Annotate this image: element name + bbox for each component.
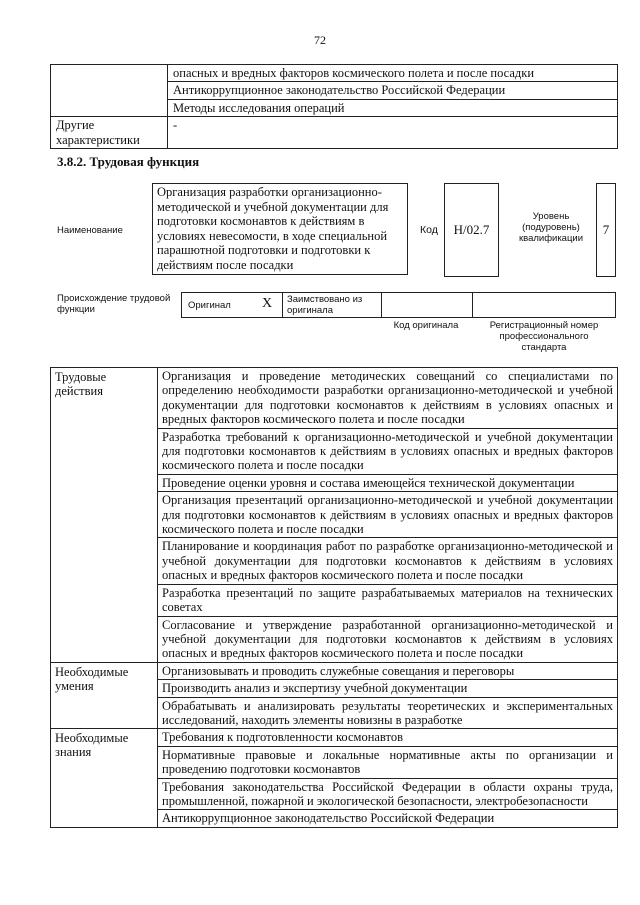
level-value: 7	[602, 222, 610, 237]
function-name: Организация разработки организационно-методической и учебной документации для подготовки космонавтов к действиям в условиях невесомости, в ходе специальной парашютной подготовки и подготовки к действиям после посадки	[157, 185, 389, 272]
continuation-table	[50, 64, 618, 149]
table-cell: Методы исследования операций	[168, 99, 618, 116]
original-box	[181, 292, 283, 318]
list-item: Согласование и утверждение разработанной организационно-методической и учебной документации для подготовки космонавтов к действиям в условиях опасных и вредных факторов космического полета и после посадки	[158, 616, 618, 662]
borrowed-label: Заимствовано из оригинала	[287, 294, 363, 316]
table-row	[51, 117, 618, 149]
list-item: Организовывать и проводить служебные совещания и переговоры	[158, 662, 618, 679]
table-row	[51, 368, 618, 429]
group-label-knowledge: Необходимые знания	[51, 729, 158, 827]
table-cell-left	[51, 65, 168, 117]
code-label: Код	[420, 224, 438, 236]
section-heading: 3.8.2. Трудовая функция	[57, 154, 200, 169]
list-item: Проведение оценки уровня и состава имеющейся технической документации	[158, 474, 618, 491]
list-item: Нормативные правовые и локальные нормативные акты по организации и проведению подготовки космонавтов	[158, 746, 618, 778]
table-cell: опасных и вредных факторов космического полета и после посадки	[168, 65, 618, 82]
original-label: Оригинал	[188, 300, 231, 311]
table-cell: Антикоррупционное законодательство Российской Федерации	[168, 82, 618, 99]
list-item: Производить анализ и экспертизу учебной документации	[158, 680, 618, 697]
function-name-box	[152, 183, 408, 275]
original-mark: X	[262, 296, 273, 311]
table-row	[51, 729, 618, 746]
list-item: Планирование и координация работ по разработке организационно-методической и учебной документации для подготовки космонавтов к действиям в условиях опасных и вредных факторов космического полета и после посадки	[158, 538, 618, 584]
group-label-actions: Трудовые действия	[51, 368, 158, 663]
reg-number-box	[472, 292, 616, 318]
reg-number-caption: Регистрационный номер профессионального стандарта	[489, 320, 599, 353]
borrowed-box	[282, 292, 382, 318]
group-label-skills: Необходимые умения	[51, 662, 158, 729]
code-original-caption: Код оригинала	[393, 320, 459, 331]
table-row	[51, 65, 618, 82]
list-item: Разработка презентаций по защите разрабатываемых материалов на технических советах	[158, 584, 618, 616]
code-value: H/02.7	[453, 222, 490, 237]
level-label: Уровень (подуровень) квалификации	[518, 211, 584, 244]
page-number: 72	[314, 33, 326, 47]
list-item: Разработка требований к организационно-методической и учебной документации для подготовки космонавтов к действиям в условиях опасных и вредных факторов космического полета и после посадки	[158, 428, 618, 474]
labor-function-table	[50, 367, 618, 828]
level-box	[596, 183, 616, 277]
code-box	[444, 183, 499, 277]
table-row	[51, 662, 618, 679]
code-original-box	[381, 292, 473, 318]
list-item: Требования к подготовленности космонавтов	[158, 729, 618, 746]
other-characteristics-value: -	[168, 117, 618, 149]
list-item: Антикоррупционное законодательство Российской Федерации	[158, 810, 618, 827]
list-item: Требования законодательства Российской Федерации в области охраны труда, промышленной, пожарной и экологической безопасности, электробезопасности	[158, 778, 618, 810]
list-item: Организация и проведение методических совещаний со специалистами по определению необходимости разработки организационно-методической и учебной документации для подготовки космонавтов к действиям в условиях опасных и вредных факторов космического полета и после посадки	[158, 368, 618, 429]
name-label: Наименование	[57, 225, 123, 236]
origin-label: Происхождение трудовой функции	[57, 293, 171, 315]
list-item: Организация презентаций организационно-методической и учебной документации для подготовки космонавтов к действиям в условиях опасных и вредных факторов космического полета и после посадки	[158, 492, 618, 538]
other-characteristics-label: Другие характеристики	[51, 117, 168, 149]
list-item: Обрабатывать и анализировать результаты теоретических и экспериментальных исследований, находить элементы новизны в разработке	[158, 697, 618, 729]
